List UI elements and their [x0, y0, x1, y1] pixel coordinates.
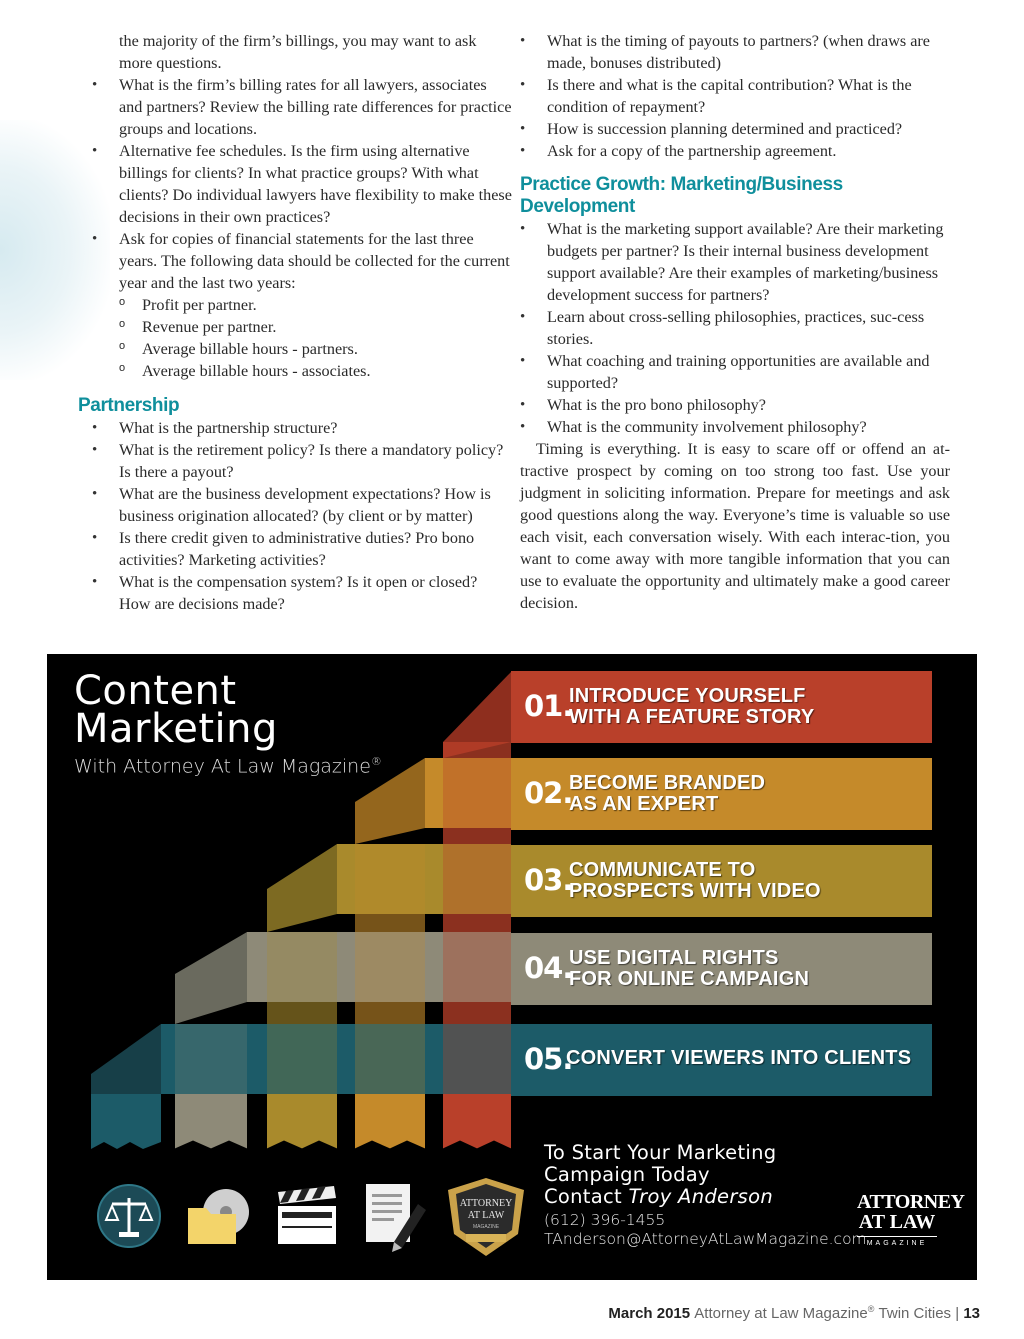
list-item: • What is the firm’s billing rates for all lawyers, associates and partners? Review the billing rate differences for practice groups and locations.: [92, 74, 512, 140]
sub-bullet-list: [92, 294, 512, 382]
partnership-list: [92, 417, 512, 615]
step-banner-02: [511, 758, 932, 830]
content-marketing-ad: [47, 654, 977, 1280]
logo-line3: MAGAZINE: [857, 1236, 937, 1247]
list-item: • What is the retirement policy? Is there a mandatory policy? Is there a payout?: [92, 439, 512, 483]
growth-list: [520, 218, 950, 438]
right-column: [520, 30, 950, 614]
clapperboard-icon: [272, 1182, 342, 1252]
continuation-text: the majority of the firm’s billings, you may want to ask more questions.: [119, 32, 477, 72]
award-badge-icon: [444, 1176, 528, 1260]
step-text: [569, 773, 765, 815]
logo-line1: ATTORNEY: [857, 1191, 965, 1213]
sub-list-item: o Average billable hours - associates.: [119, 360, 512, 382]
footer-publication: Attorney at Law Magazine: [694, 1305, 868, 1322]
list-item: • What is the timing of payouts to partners? (when draws are made, bonuses distributed): [520, 30, 950, 74]
step-line: COMMUNICATE TO: [569, 859, 756, 881]
left-column: [78, 30, 512, 615]
step-line: AS AN EXPERT: [569, 793, 719, 815]
badge-text-line2: AT LAW: [467, 1210, 505, 1221]
logo-line2: AT LAW: [858, 1211, 936, 1233]
step-line: INTRODUCE YOURSELF: [569, 685, 806, 707]
ad-title: [74, 668, 278, 752]
list-item: • Learn about cross-selling philosophies, practices, suc-cess stories.: [520, 306, 950, 350]
step-text: [569, 686, 814, 728]
step-line: USE DIGITAL RIGHTS: [569, 947, 779, 969]
list-item: • What is the marketing support available? Are their marketing budgets per partner? Is their internal business development support available? Are their examples of marketing/business development success for partners?: [520, 218, 950, 306]
list-item: • Is there credit given to administrative duties? Pro bono activities? Marketing activities?: [92, 527, 512, 571]
bullet-list: [92, 74, 512, 294]
registered-mark: ®: [370, 755, 382, 768]
contact-line3: [544, 1186, 867, 1208]
list-item: • What is the partnership structure?: [92, 417, 512, 439]
contact-line1: To Start Your Marketing: [544, 1141, 777, 1164]
footer-registered-mark: ®: [867, 1304, 875, 1314]
step-line: CONVERT VIEWERS INTO CLIENTS: [566, 1047, 912, 1069]
section-heading-partnership: Partnership: [78, 395, 180, 416]
contact-phone[interactable]: (612) 396-1455: [544, 1211, 666, 1229]
badge-text-line3: MAGAZINE: [472, 1224, 500, 1230]
step-text: [566, 1048, 911, 1069]
step-text: [569, 948, 809, 990]
list-item: • What are the business development expectations? How is business origination allocated? (by client or by matter): [92, 483, 512, 527]
step-line: BECOME BRANDED: [569, 772, 766, 794]
closing-paragraph: Timing is everything. It is easy to scare off or offend an at-tractive prospect by coming on too strong too fast. Use your judgment in soliciting information. Prepare for meetings and ask good questions along the way. Everyone’s time is valuable so use each visit, each conversation wisely. With each interac-tion, you want to come away with more tangible information that you can use to evaluate the opportunity and ultimately make a good career decision.: [520, 440, 950, 612]
step-banner-03: [511, 845, 932, 917]
page-footer: [608, 1304, 980, 1322]
contact-block: [544, 1142, 867, 1249]
ad-title-line1: Content: [74, 668, 237, 714]
page-number: 13: [963, 1305, 980, 1322]
step-number: 04.: [524, 951, 573, 985]
step-banner-01: [511, 671, 932, 743]
contact-name: Troy Anderson: [628, 1185, 773, 1208]
list-item: • What coaching and training opportunities are available and supported?: [520, 350, 950, 394]
step-number: 02.: [524, 776, 573, 810]
sub-list-item: o Average billable hours - partners.: [119, 338, 512, 360]
step-banner-04: [511, 933, 932, 1005]
bullet-list: [520, 30, 950, 162]
badge-text-line1: ATTORNEY: [459, 1198, 513, 1209]
list-item: • What is the pro bono philosophy?: [520, 394, 950, 416]
list-item: • Ask for a copy of the partnership agreement.: [520, 140, 950, 162]
list-item: • Alternative fee schedules. Is the firm using alternative billings for clients? In what practice groups? With what clients? Do individual lawyers have flexibility to make these decisions in their own practices?: [92, 140, 512, 228]
step-line: PROSPECTS WITH VIDEO: [569, 880, 821, 902]
section-heading-practice-growth: Practice Growth: Marketing/Business Development: [520, 174, 843, 217]
list-item: • How is succession planning determined and practiced?: [520, 118, 950, 140]
footer-separator: |: [955, 1305, 960, 1322]
step-line: FOR ONLINE CAMPAIGN: [569, 968, 810, 990]
magazine-logo: [857, 1191, 965, 1247]
ad-title-line2: Marketing: [74, 706, 278, 752]
sub-list-item: o Profit per partner.: [119, 294, 512, 316]
sub-list-item: o Revenue per partner.: [119, 316, 512, 338]
list-item: • What is the community involvement philosophy?: [520, 416, 950, 438]
ad-subtitle: [74, 755, 382, 777]
step-line: WITH A FEATURE STORY: [569, 706, 815, 728]
contact-line2: Campaign Today: [544, 1163, 710, 1186]
folder-disc-icon: [184, 1182, 254, 1252]
step-number: 03.: [524, 863, 573, 897]
step-banner-05: [511, 1024, 932, 1096]
footer-region: Twin Cities: [878, 1305, 952, 1322]
footer-date: March 2015: [608, 1305, 691, 1322]
step-number: 05.: [524, 1042, 573, 1076]
step-number: 01.: [524, 689, 573, 723]
step-text: [569, 860, 821, 902]
document-pen-icon: [360, 1182, 430, 1252]
list-item: • What is the compensation system? Is it open or closed? How are decisions made?: [92, 571, 512, 615]
contact-label: Contact: [544, 1185, 622, 1208]
list-item: • Ask for copies of financial statements for the last three years. The following data should be collected for the current year and the last two years:: [92, 228, 512, 294]
list-item: • Is there and what is the capital contribution? What is the condition of repayment?: [520, 74, 950, 118]
contact-email[interactable]: TAnderson@AttorneyAtLawMagazine.com: [544, 1230, 867, 1248]
scales-icon: [94, 1182, 164, 1252]
ad-subtitle-text: With Attorney At Law Magazine: [74, 755, 371, 778]
